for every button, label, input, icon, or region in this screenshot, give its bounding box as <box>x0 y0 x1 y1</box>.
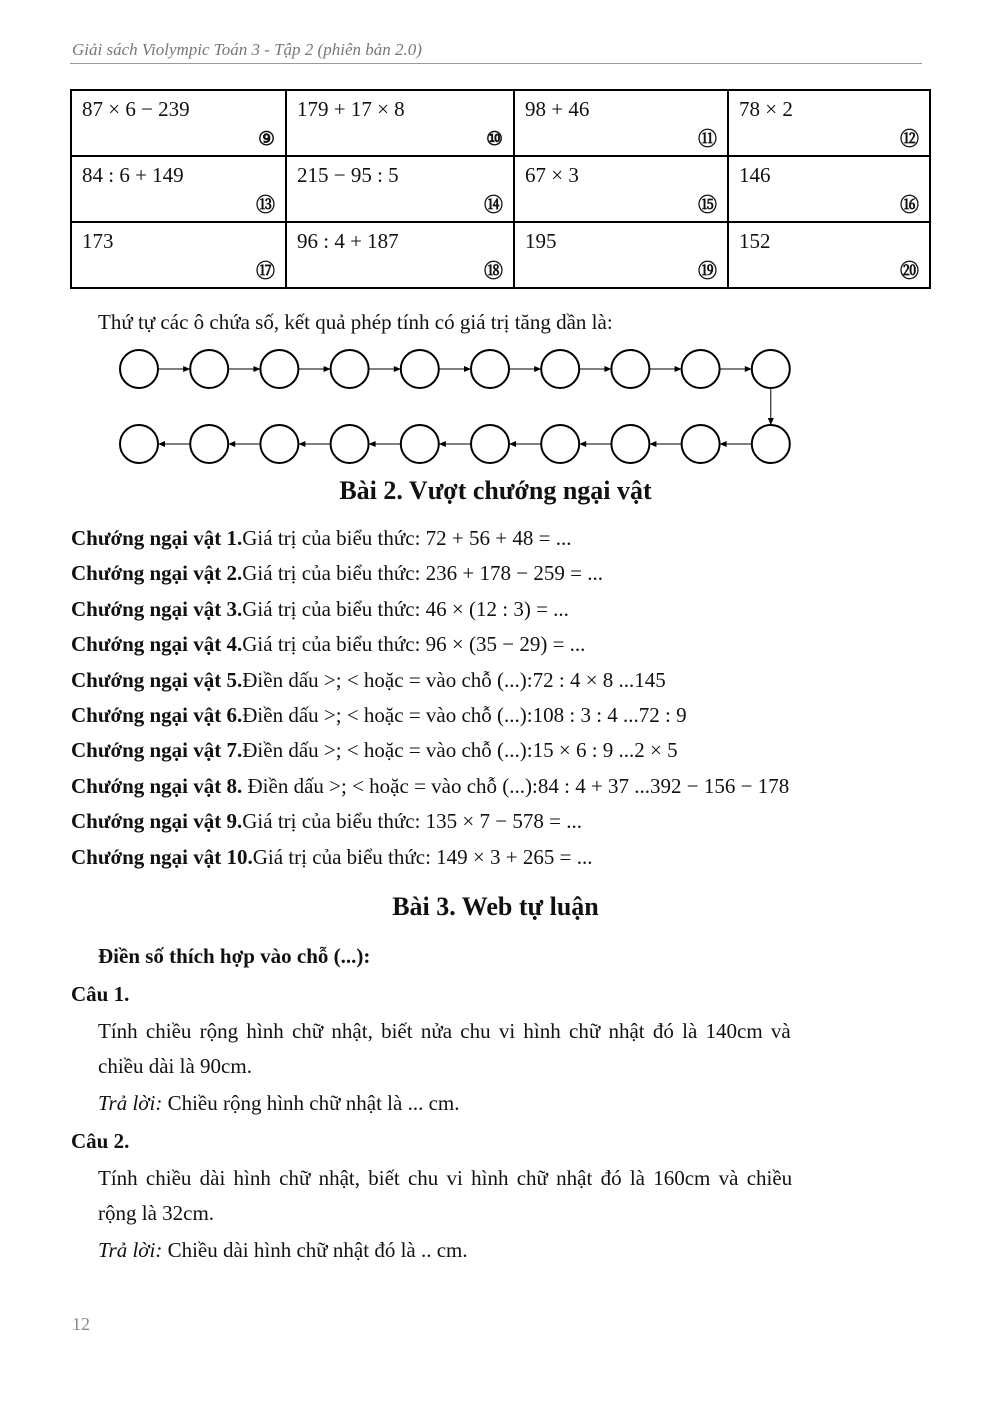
q1-label: Câu 1. <box>71 982 130 1006</box>
answer-circle <box>260 350 298 388</box>
header-rule <box>70 63 922 64</box>
answer-circle <box>331 425 369 463</box>
obstacle-label: Chướng ngại vật 1. <box>71 526 243 550</box>
arrowhead <box>745 366 752 372</box>
obstacle-text: Điền dấu >; < hoặc = vào chỗ (...):84 : 4 + 37 ...392 − 156 − 178 <box>242 773 790 798</box>
arrowhead <box>253 366 260 372</box>
obstacle-text: Điền dấu >; < hoặc = vào chỗ (...):72 : 4 × 8 ...145 <box>242 667 666 692</box>
running-header: Giải sách Violympic Toán 3 - Tập 2 (phiên bản 2.0) <box>72 40 422 59</box>
arrowhead <box>509 441 516 447</box>
table-row <box>71 90 930 156</box>
obstacle-item <box>71 668 666 693</box>
obstacle-text: Điền dấu >; < hoặc = vào chỗ (...):108 : 3 : 4 ...72 : 9 <box>242 703 687 727</box>
obstacle-item <box>71 738 678 763</box>
arrowhead <box>604 366 611 372</box>
answer-circle <box>401 425 439 463</box>
cell-number: ⑯ <box>899 195 919 216</box>
q1-answer <box>98 1091 459 1116</box>
arrowhead <box>768 418 774 425</box>
cell-expression: 98 + 46 <box>525 97 590 121</box>
table-cell <box>71 156 286 222</box>
table-row <box>71 222 930 288</box>
page-number: 12 <box>72 1314 90 1334</box>
answer-circle <box>752 425 790 463</box>
obstacle-label: Chướng ngại vật 4. <box>71 632 243 657</box>
obstacle-text: Giá trị của biểu thức: 96 × (35 − 29) = ... <box>242 632 586 657</box>
answer-circle <box>471 425 509 463</box>
obstacle-label: Chướng ngại vật 7. <box>71 738 243 763</box>
answer-circle <box>752 350 790 388</box>
table-cell <box>286 90 514 156</box>
order-prompt: Thứ tự các ô chứa số, kết quả phép tính có giá trị tăng dần là: <box>98 310 613 334</box>
arrowhead <box>534 366 541 372</box>
arrowhead <box>298 441 305 447</box>
cell-number: ⑮ <box>697 195 717 216</box>
cell-expression: 78 × 2 <box>739 97 793 121</box>
cell-number: ⑪ <box>697 129 717 150</box>
bai2-title: Bài 2. Vượt chướng ngại vật <box>339 476 652 505</box>
table-cell <box>286 156 514 222</box>
answer-circle <box>682 350 720 388</box>
answer-circle <box>260 425 298 463</box>
table-row <box>71 156 930 222</box>
arrowhead <box>228 441 235 447</box>
table-cell <box>514 90 728 156</box>
table-cell <box>728 90 930 156</box>
q2-answer <box>98 1238 468 1263</box>
answer-circle <box>120 350 158 388</box>
q1-text-2: chiều dài là 90cm. <box>98 1054 252 1078</box>
answer-circle <box>471 350 509 388</box>
q1-text-1: Tính chiều rộng hình chữ nhật, biết nửa chu vi hình chữ nhật đó là 140cm và <box>98 1019 791 1043</box>
obstacle-label: Chướng ngại vật 9. <box>71 809 243 834</box>
bai3-intro: Điền số thích hợp vào chỗ (...): <box>98 944 371 968</box>
cell-number: ⑭ <box>483 195 503 216</box>
arrowhead <box>649 441 656 447</box>
cell-expression: 67 × 3 <box>525 163 579 187</box>
obstacle-item <box>71 632 585 657</box>
cell-expression: 179 + 17 × 8 <box>297 97 405 121</box>
cell-expression: 84 : 6 + 149 <box>82 163 184 187</box>
cell-expression: 96 : 4 + 187 <box>297 229 399 253</box>
answer-text: Chiều rộng hình chữ nhật là ... cm. <box>162 1091 460 1115</box>
q2-text-1: Tính chiều dài hình chữ nhật, biết chu vi hình chữ nhật đó là 160cm và chiều <box>98 1166 793 1190</box>
table-cell <box>286 222 514 288</box>
table-cell <box>71 90 286 156</box>
cell-expression: 87 × 6 − 239 <box>82 97 190 121</box>
expression-table <box>70 89 931 289</box>
arrowhead <box>439 441 446 447</box>
obstacle-item <box>71 809 582 834</box>
obstacle-item <box>71 703 687 728</box>
answer-circle <box>120 425 158 463</box>
q2-label: Câu 2. <box>71 1129 130 1153</box>
arrowhead <box>394 366 401 372</box>
answer-circle <box>611 350 649 388</box>
cell-number: ⑩ <box>485 129 503 150</box>
answer-text: Chiều dài hình chữ nhật đó là .. cm. <box>162 1238 468 1262</box>
arrowhead <box>579 441 586 447</box>
table-cell <box>514 156 728 222</box>
answer-circle-chain <box>0 340 991 480</box>
arrowhead <box>464 366 471 372</box>
obstacle-item <box>71 561 603 586</box>
arrowhead <box>675 366 682 372</box>
answer-circle <box>401 350 439 388</box>
obstacle-text: Điền dấu >; < hoặc = vào chỗ (...):15 × 6 : 9 ...2 × 5 <box>242 738 678 763</box>
cell-expression: 173 <box>82 229 114 253</box>
table-cell <box>728 156 930 222</box>
obstacle-item <box>71 774 789 799</box>
answer-circle <box>331 350 369 388</box>
table-cell <box>514 222 728 288</box>
cell-number: ⑬ <box>255 195 275 216</box>
obstacle-text: Giá trị của biểu thức: 72 + 56 + 48 = ... <box>242 526 572 550</box>
obstacle-label: Chướng ngại vật 5. <box>71 667 243 692</box>
obstacle-text: Giá trị của biểu thức: 149 × 3 + 265 = ... <box>252 844 593 869</box>
cell-expression: 195 <box>525 229 557 253</box>
cell-number: ⑲ <box>697 261 717 282</box>
cell-number: ⑱ <box>483 261 503 282</box>
arrowhead <box>324 366 331 372</box>
cell-number: ⑰ <box>255 261 275 282</box>
obstacle-text: Giá trị của biểu thức: 236 + 178 − 259 = ... <box>242 561 603 586</box>
obstacle-label: Chướng ngại vật 2. <box>71 561 243 586</box>
cell-number: ⑨ <box>257 129 275 150</box>
obstacle-item <box>71 597 569 622</box>
cell-expression: 146 <box>739 163 771 187</box>
obstacle-item <box>71 845 592 870</box>
answer-circle <box>611 425 649 463</box>
answer-circle <box>541 350 579 388</box>
answer-circle <box>190 350 228 388</box>
obstacle-label: Chướng ngại vật 3. <box>71 596 243 621</box>
answer-circle <box>190 425 228 463</box>
obstacle-item <box>71 526 571 551</box>
arrowhead <box>183 366 190 372</box>
table-cell <box>728 222 930 288</box>
bai3-title: Bài 3. Web tự luận <box>392 892 599 921</box>
q2-text-2: rộng là 32cm. <box>98 1201 215 1225</box>
cell-number: ⑫ <box>899 129 919 150</box>
obstacle-label: Chướng ngại vật 10. <box>71 844 253 869</box>
arrowhead <box>720 441 727 447</box>
cell-expression: 152 <box>739 229 771 253</box>
answer-circle <box>541 425 579 463</box>
table-cell <box>71 222 286 288</box>
arrowhead <box>158 441 165 447</box>
obstacle-label: Chướng ngại vật 6. <box>71 703 243 727</box>
cell-number: ⑳ <box>899 261 919 282</box>
cell-expression: 215 − 95 : 5 <box>297 163 399 187</box>
obstacle-label: Chướng ngại vật 8. <box>71 773 243 798</box>
answer-circle <box>682 425 720 463</box>
answer-label: Trả lời: <box>98 1091 163 1115</box>
obstacle-text: Giá trị của biểu thức: 135 × 7 − 578 = ... <box>242 809 582 834</box>
arrowhead <box>369 441 376 447</box>
answer-label: Trả lời: <box>98 1238 163 1262</box>
obstacle-text: Giá trị của biểu thức: 46 × (12 : 3) = ... <box>242 596 569 621</box>
